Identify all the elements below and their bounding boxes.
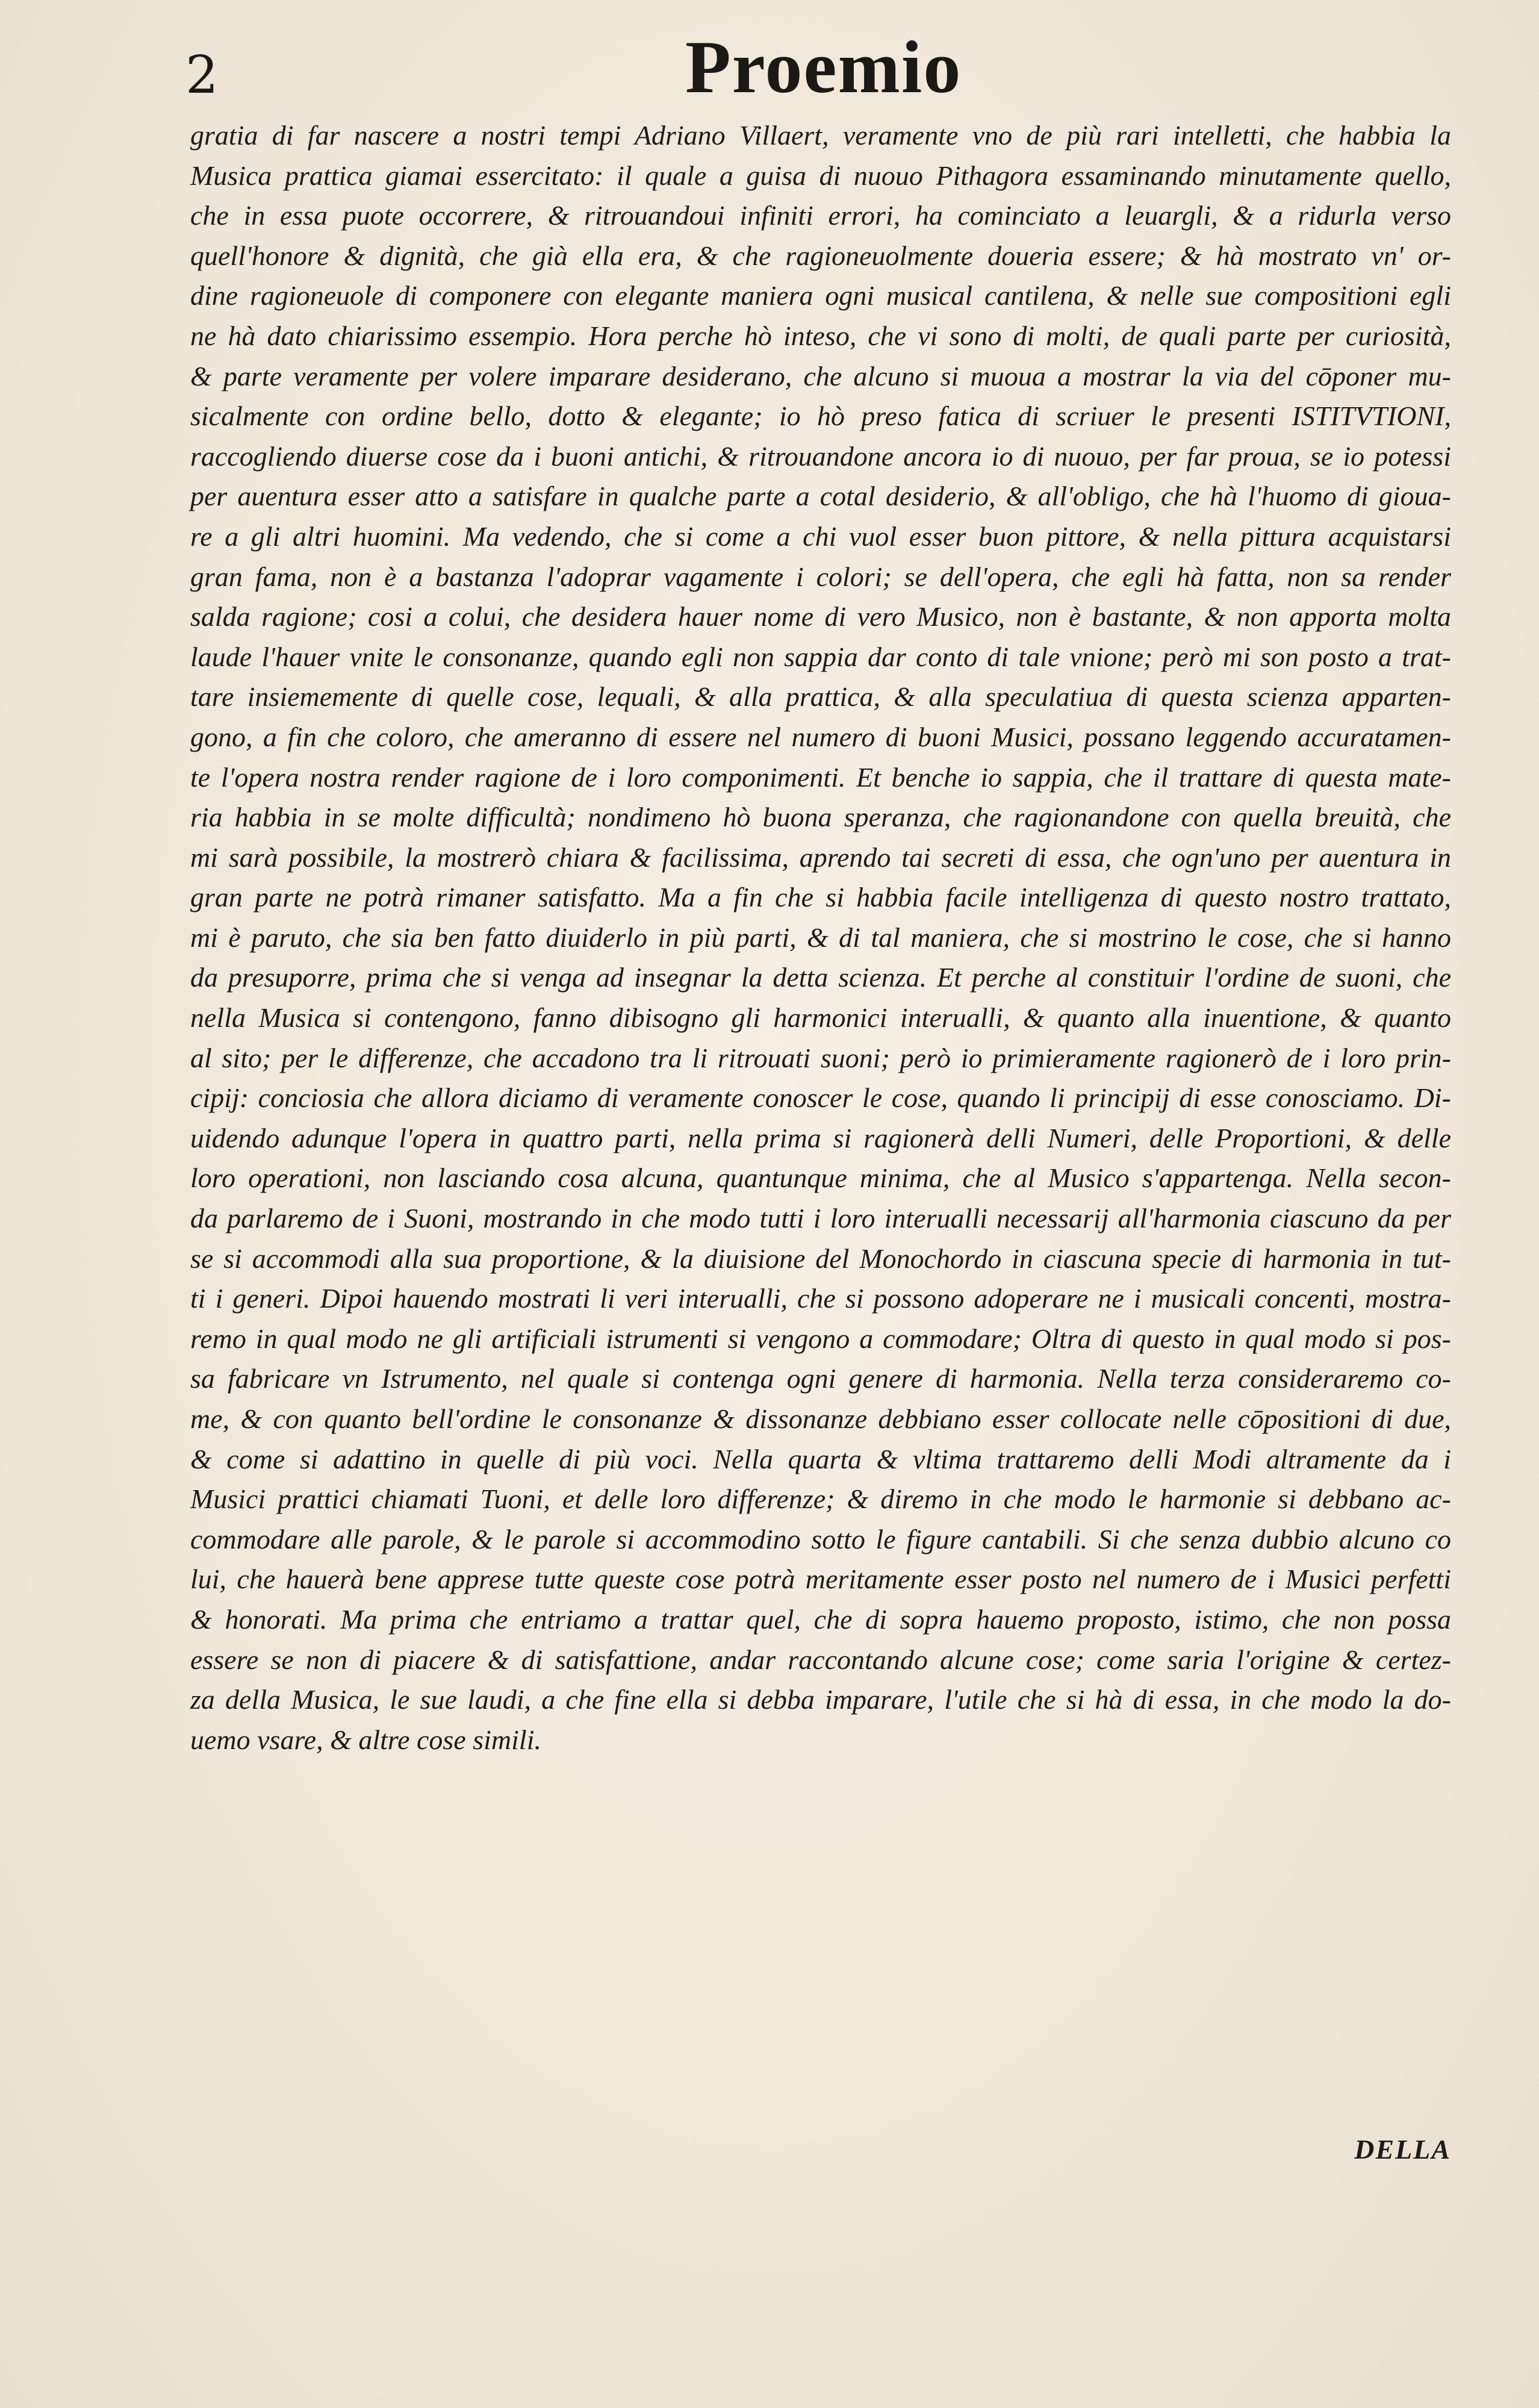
text-line: sicalmente con ordine bello, dotto & elegante; io hò preso fatica di scriuer le presenti ISTITVTIONI, bbox=[190, 401, 1451, 432]
text-line: gran fama, non è a bastanza l'adoprar vagamente i colori; se dell'opera, che egli hà fatta, non sa render bbox=[190, 561, 1451, 592]
text-line: se si accommodi alla sua proportione, & la diuisione del Monochordo in ciascuna specie di harmonia in tut- bbox=[190, 1243, 1451, 1274]
text-line: & parte veramente per volere imparare desiderano, che alcuno si muoua a mostrar la via del cōponer mu- bbox=[190, 360, 1451, 391]
text-line: quell'honore & dignità, che già ella era, & che ragioneuolmente doueria essere; & hà mostrato vn' or- bbox=[190, 240, 1451, 271]
text-line: gran parte ne potrà rimaner satisfatto. Ma a fin che si habbia facile intelligenza di questo nostro trattato, bbox=[190, 882, 1451, 913]
text-line: Musici prattici chiamati Tuoni, et delle loro differenze; & diremo in che modo le harmonie si debbano ac- bbox=[190, 1483, 1451, 1515]
body-text bbox=[190, 116, 1451, 1760]
text-line: al sito; per le differenze, che accadono tra li ritrouati suoni; però io primieramente ragionerò de i loro prin- bbox=[190, 1042, 1451, 1073]
text-line: raccogliendo diuerse cose da i buoni antichi, & ritrouandone ancora io di nuouo, per far proua, se io potessi bbox=[190, 440, 1451, 472]
text-line: uemo vsare, & altre cose simili. bbox=[190, 1724, 541, 1755]
text-line: mi sarà possibile, la mostrerò chiara & facilissima, aprendo tai secreti di essa, che ogn'uno per auentura in bbox=[190, 841, 1451, 873]
text-line: mi è paruto, che sia ben fatto diuiderlo in più parti, & di tal maniera, che si mostrino le cose, che si hanno bbox=[190, 922, 1451, 953]
text-line: ne hà dato chiarissimo essempio. Hora perche hò inteso, che vi sono di molti, de quali parte per curiosità, bbox=[190, 320, 1451, 351]
text-line: che in essa puote occorrere, & ritrouandoui infiniti errori, ha cominciato a leuargli, & a ridurla verso bbox=[190, 200, 1451, 231]
page-number: 2 bbox=[185, 45, 219, 105]
text-line: & come si adattino in quelle di più voci. Nella quarta & vltima trattaremo delli Modi altramente da i bbox=[190, 1443, 1451, 1474]
text-line: nella Musica si contengono, fanno dibisogno gli harmonici interualli, & quanto alla inuentione, & quanto bbox=[190, 1002, 1451, 1034]
text-line: tare insiememente di quelle cose, lequali, & alla prattica, & alla speculatiua di questa scienza apparten- bbox=[190, 681, 1451, 713]
text-line: ti i generi. Dipoi hauendo mostrati li veri interualli, che si possono adoperare ne i musicali concenti, mostra- bbox=[190, 1283, 1451, 1314]
text-line: za della Musica, le sue laudi, a che fine ella si debba imparare, l'utile che si hà di essa, in che modo la do- bbox=[190, 1684, 1451, 1715]
text-line: commodare alle parole, & le parole si accommodino sotto le figure cantabili. Si che senza dubbio alcuno co bbox=[190, 1523, 1451, 1555]
text-line: me, & con quanto bell'ordine le consonanze & dissonanze debbiano esser collocate nelle cōpositioni di due, bbox=[190, 1403, 1451, 1434]
text-line: cipij: conciosia che allora diciamo di veramente conoscer le cose, quando li principij di esse conosciamo. Di- bbox=[190, 1082, 1451, 1114]
text-line: salda ragione; cosi a colui, che desidera hauer nome di vero Musico, non è bastante, & non apporta molta bbox=[190, 601, 1451, 632]
text-line: loro operationi, non lasciando cosa alcuna, quantunque minima, che al Musico s'appartenga. Nella secon- bbox=[190, 1162, 1451, 1194]
text-line: dine ragioneuole di componere con elegante maniera ogni musical cantilena, & nelle sue compositioni egli bbox=[190, 280, 1451, 311]
text-line: da parlaremo de i Suoni, mostrando in che modo tutti i loro interualli necessarij all'harmonia ciascuno da per bbox=[190, 1203, 1451, 1234]
text-line: re a gli altri huomini. Ma vedendo, che si come a chi vuol esser buon pittore, & nella pittura acquistarsi bbox=[190, 520, 1451, 552]
text-line: remo in qual modo ne gli artificiali istrumenti si vengono a commodare; Oltra di questo in qual modo si pos- bbox=[190, 1323, 1451, 1354]
text-line: da presuporre, prima che si venga ad insegnar la detta scienza. Et perche al constituir l'ordine de suoni, che bbox=[190, 962, 1451, 993]
text-line: essere se non di piacere & di satisfattione, andar raccontando alcune cose; come saria l'origine & certez- bbox=[190, 1644, 1451, 1675]
text-line: te l'opera nostra render ragione de i loro componimenti. Et benche io sappia, che il trattare di questa mate- bbox=[190, 761, 1451, 793]
text-line: laude l'hauer vnite le consonanze, quando egli non sappia dar conto di tale vnione; però mi son posto a trat- bbox=[190, 641, 1451, 672]
text-line: lui, che hauerà bene apprese tutte queste cose potrà meritamente esser posto nel numero de i Musici perfetti bbox=[190, 1564, 1451, 1595]
text-line: per auentura esser atto a satisfare in qualche parte a cotal desiderio, & all'obligo, che hà l'huomo di gioua- bbox=[190, 481, 1451, 512]
running-title: Proemio bbox=[685, 26, 962, 108]
catchword: DELLA bbox=[1354, 2134, 1451, 2165]
text-line: sa fabricare vn Istrumento, nel quale si contenga ogni genere di harmonia. Nella terza consideraremo co- bbox=[190, 1363, 1451, 1394]
text-line: Musica prattica giamai essercitato: il quale a guisa di nuouo Pithagora essaminando minutamente quello, bbox=[190, 160, 1451, 191]
text-line: uidendo adunque l'opera in quattro parti, nella prima si ragionerà delli Numeri, delle Proportioni, & delle bbox=[190, 1122, 1451, 1153]
text-line: gono, a fin che coloro, che ameranno di essere nel numero di buoni Musici, possano leggendo accuratamen- bbox=[190, 721, 1451, 752]
text-line: & honorati. Ma prima che entriamo a trattar quel, che di sopra hauemo proposto, istimo, che non possa bbox=[190, 1603, 1451, 1635]
text-line: gratia di far nascere a nostri tempi Adriano Villaert, veramente vno de più rari intelletti, che habbia la bbox=[190, 120, 1451, 151]
text-line: ria habbia in se molte difficultà; nondimeno hò buona speranza, che ragionandone con quella breuità, che bbox=[190, 802, 1451, 833]
